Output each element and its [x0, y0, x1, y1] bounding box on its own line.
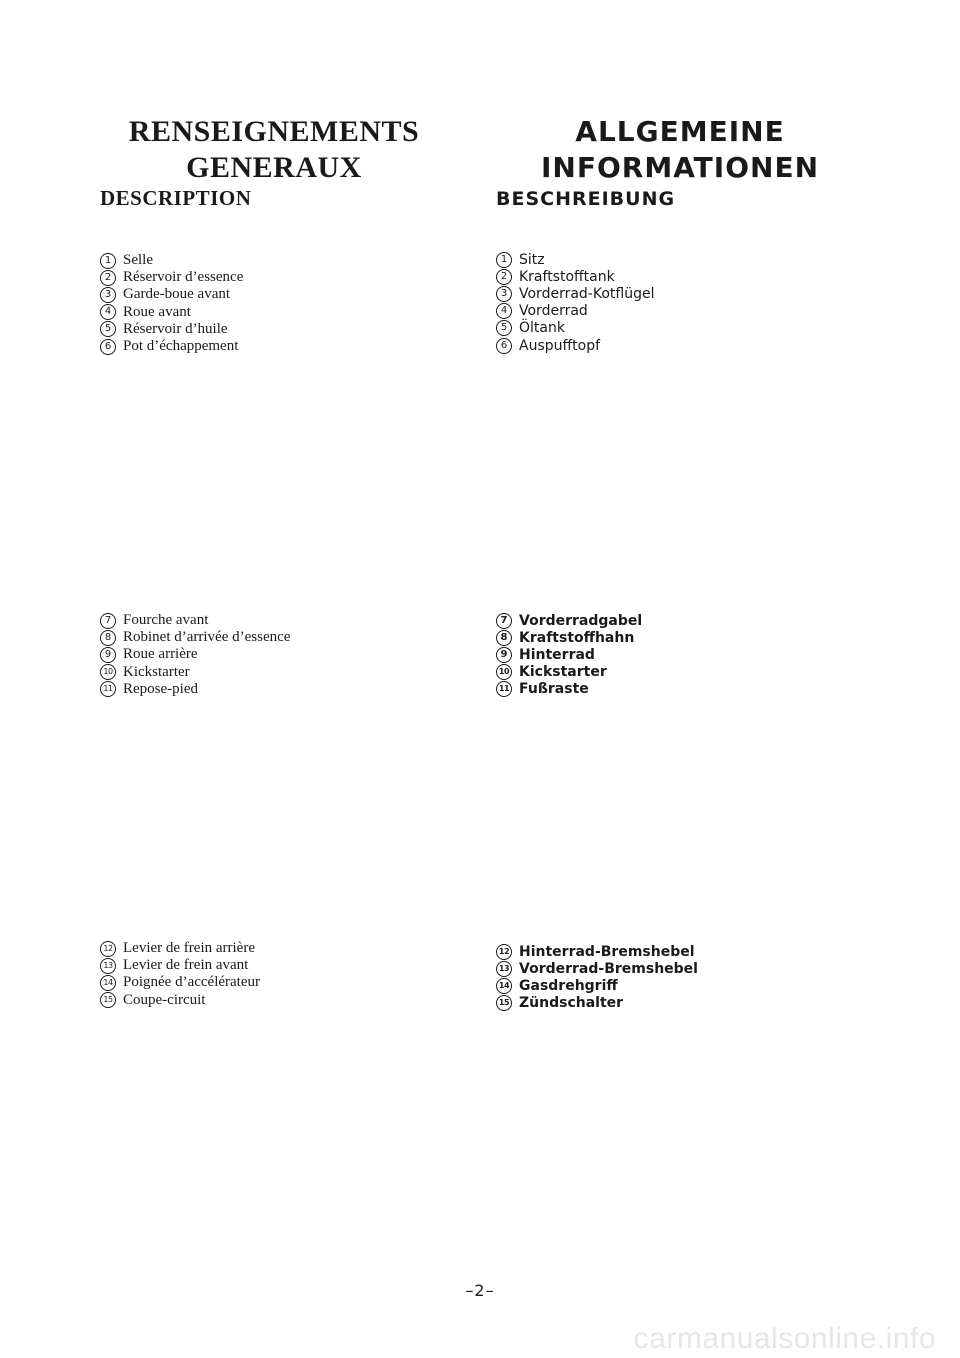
circled-number-icon: 13: [100, 958, 116, 974]
french-subheading: DESCRIPTION: [100, 186, 252, 210]
circled-number-icon: 8: [496, 630, 512, 646]
circled-number-icon: 6: [100, 339, 116, 355]
list-item: [100, 646, 290, 663]
list-item: [100, 338, 243, 355]
list-item: [496, 629, 642, 646]
list-item-label: Auspufftopf: [519, 337, 601, 354]
list-item-label: Fußraste: [519, 681, 589, 698]
list-item: [496, 960, 698, 977]
list-item: [100, 974, 260, 991]
circled-number-icon: 4: [100, 304, 116, 320]
german-heading: [500, 114, 860, 186]
circled-number-icon: 11: [100, 681, 116, 697]
list-item-label: Garde-boue avant: [123, 286, 231, 303]
circled-number-icon: 4: [496, 303, 512, 319]
circled-number-icon: 3: [100, 287, 116, 303]
circled-number-icon: 9: [100, 647, 116, 663]
list-item: [496, 646, 642, 663]
circled-number-icon: 8: [100, 630, 116, 646]
list-item: [100, 940, 260, 957]
list-item-label: Fourche avant: [123, 612, 209, 629]
list-item-label: Kraftstofftank: [519, 268, 615, 285]
french-heading: [84, 114, 464, 186]
circled-number-icon: 7: [496, 613, 512, 629]
circled-number-icon: 15: [100, 992, 116, 1008]
list-item: [496, 681, 642, 698]
circled-number-icon: 10: [496, 664, 512, 680]
list-item: [100, 629, 290, 646]
list-item: [496, 977, 698, 994]
circled-number-icon: 13: [496, 961, 512, 977]
watermark-text: carmanualsonline.info: [633, 1322, 936, 1355]
list-item: [100, 681, 290, 698]
list-item-label: Selle: [123, 252, 153, 269]
list-item: [100, 252, 243, 269]
list-item-label: Levier de frein avant: [123, 957, 249, 974]
circled-number-icon: 15: [496, 995, 512, 1011]
list-item-label: Vorderrad: [519, 303, 588, 320]
german-list-group1: [496, 251, 654, 354]
circled-number-icon: 1: [496, 252, 512, 268]
list-item-label: Réservoir d’essence: [123, 269, 244, 286]
list-item-label: Poignée d’accélérateur: [123, 974, 260, 991]
list-item: [100, 269, 243, 286]
german-list-group2: [496, 612, 642, 698]
list-item: [496, 943, 698, 960]
list-item: [496, 268, 654, 285]
list-item: [100, 304, 243, 321]
german-heading-line1: ALLGEMEINE: [575, 115, 785, 148]
list-item-label: Repose-pied: [123, 680, 198, 697]
list-item: [100, 612, 290, 629]
circled-number-icon: 11: [496, 681, 512, 697]
list-item: [496, 303, 654, 320]
circled-number-icon: 3: [496, 286, 512, 302]
german-heading-line2: INFORMATIONEN: [540, 151, 819, 184]
list-item-label: Vorderrad-Kotflügel: [519, 285, 655, 302]
list-item-label: Vorderrad-Bremshebel: [519, 960, 698, 977]
list-item: [100, 992, 260, 1009]
list-item: [100, 957, 260, 974]
page-number: –2–: [465, 1281, 495, 1300]
list-item: [100, 321, 243, 338]
list-item-label: Roue avant: [123, 303, 191, 320]
list-item: [496, 337, 654, 354]
list-item: [100, 286, 243, 303]
french-list-group2: [100, 612, 290, 698]
circled-number-icon: 10: [100, 664, 116, 680]
list-item-label: Gasdrehgriff: [519, 977, 618, 994]
circled-number-icon: 7: [100, 613, 116, 629]
list-item: [496, 285, 654, 302]
list-item-label: Réservoir d’huile: [123, 320, 228, 337]
french-heading-line1: RENSEIGNEMENTS: [128, 115, 420, 148]
french-heading-line2: GENERAUX: [186, 151, 362, 184]
list-item: [100, 664, 290, 681]
circled-number-icon: 12: [100, 941, 116, 957]
circled-number-icon: 9: [496, 647, 512, 663]
french-list-group1: [100, 252, 243, 355]
circled-number-icon: 2: [100, 270, 116, 286]
circled-number-icon: 2: [496, 269, 512, 285]
list-item-label: Robinet d’arrivée d’essence: [123, 629, 291, 646]
circled-number-icon: 5: [100, 321, 116, 337]
circled-number-icon: 6: [496, 338, 512, 354]
list-item: [496, 320, 654, 337]
list-item-label: Öltank: [519, 320, 565, 337]
list-item-label: Hinterrad: [519, 646, 595, 663]
german-list-group3: [496, 943, 698, 1012]
list-item-label: Hinterrad-Bremshebel: [519, 943, 695, 960]
list-item: [496, 612, 642, 629]
circled-number-icon: 5: [496, 320, 512, 336]
circled-number-icon: 14: [496, 978, 512, 994]
list-item: [496, 995, 698, 1012]
list-item-label: Kickstarter: [519, 664, 607, 681]
list-item-label: Levier de frein arrière: [123, 940, 255, 957]
list-item-label: Kraftstoffhahn: [519, 629, 635, 646]
list-item-label: Sitz: [519, 251, 545, 268]
list-item: [496, 251, 654, 268]
list-item-label: Pot d’échappement: [123, 338, 239, 355]
list-item-label: Roue arrière: [123, 646, 198, 663]
french-list-group3: [100, 940, 260, 1009]
list-item: [496, 664, 642, 681]
circled-number-icon: 12: [496, 944, 512, 960]
list-item-label: Vorderradgabel: [519, 612, 643, 629]
german-subheading: BESCHREIBUNG: [496, 188, 676, 210]
list-item-label: Coupe-circuit: [123, 991, 206, 1008]
circled-number-icon: 1: [100, 253, 116, 269]
circled-number-icon: 14: [100, 975, 116, 991]
list-item-label: Kickstarter: [123, 663, 190, 680]
list-item-label: Zündschalter: [519, 995, 624, 1012]
